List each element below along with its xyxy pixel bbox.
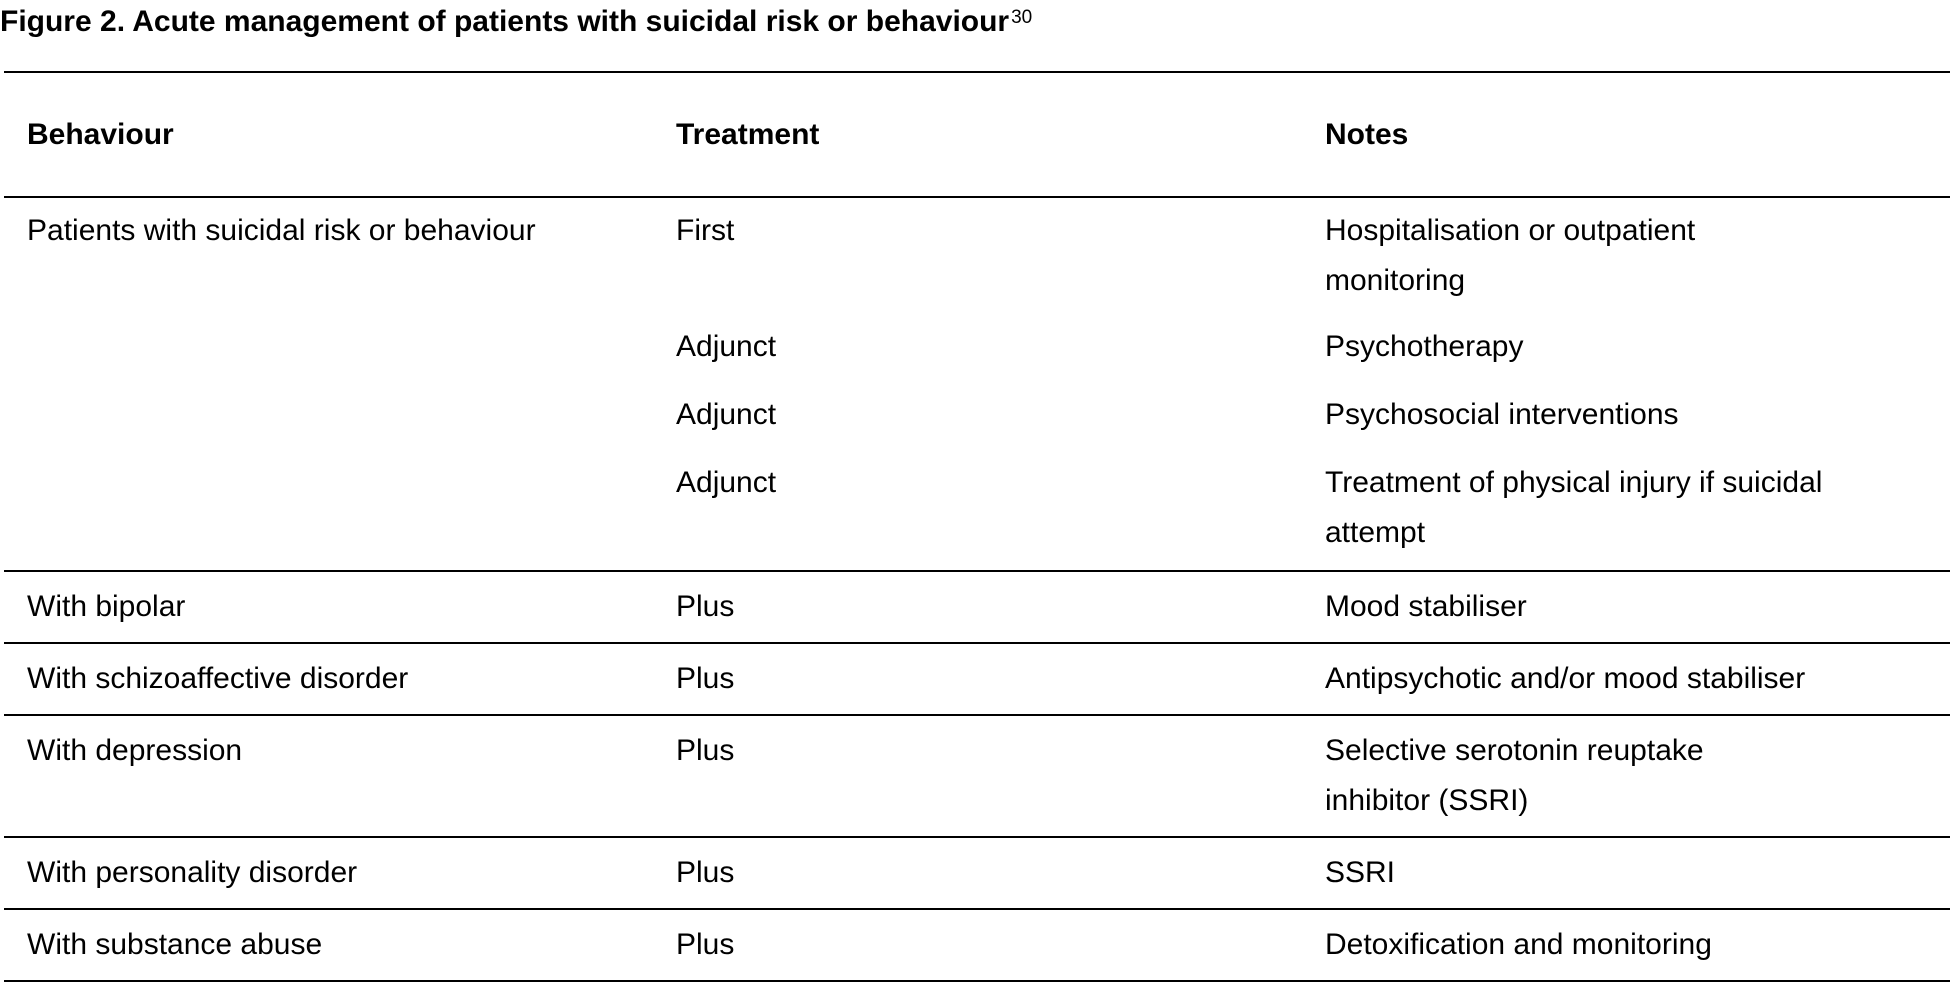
figure-reference: 30	[1011, 7, 1033, 28]
behaviour-cell: With bipolar	[27, 590, 186, 623]
notes-cell: Mood stabiliser	[1325, 590, 1527, 623]
header-notes: Notes	[1325, 117, 1409, 151]
treatment-cell: First	[676, 214, 735, 247]
behaviour-cell: With substance abuse	[27, 928, 323, 961]
notes-cell: Detoxification and monitoring	[1325, 928, 1712, 961]
notes-cell: SSRI	[1325, 856, 1396, 889]
figure-title	[0, 2, 1032, 42]
treatment-cell: Plus	[676, 856, 735, 889]
notes-cell: Treatment of physical injury if suicidal attempt	[1325, 466, 1823, 549]
notes-cell: Antipsychotic and/or mood stabiliser	[1325, 662, 1806, 695]
treatment-cell: Adjunct	[676, 398, 777, 431]
behaviour-cell: With schizoaffective disorder	[27, 662, 409, 695]
table-row	[4, 571, 1950, 643]
table-row	[4, 643, 1950, 715]
notes-cell: Selective serotonin reuptake inhibitor (SSRI)	[1325, 734, 1704, 817]
table-row	[4, 909, 1950, 981]
treatment-cell: Plus	[676, 590, 735, 623]
treatment-cell: Adjunct	[676, 330, 777, 363]
table-row	[4, 837, 1950, 909]
figure-title-text: Figure 2. Acute management of patients with suicidal risk or behaviour	[0, 5, 1010, 38]
header-treatment: Treatment	[676, 117, 820, 151]
behaviour-cell: Patients with suicidal risk or behaviour	[27, 214, 536, 247]
header-behaviour: Behaviour	[27, 117, 174, 151]
table-header	[4, 72, 1950, 197]
notes-cell: Hospitalisation or outpatient monitoring	[1325, 214, 1696, 297]
treatment-cell: Plus	[676, 662, 735, 695]
notes-cell: Psychosocial interventions	[1325, 398, 1679, 431]
behaviour-cell: With personality disorder	[27, 856, 358, 889]
treatment-cell: Plus	[676, 734, 735, 767]
table-row	[4, 197, 1950, 314]
behaviour-cell: With depression	[27, 734, 243, 767]
management-table	[4, 71, 1950, 982]
table-body	[4, 197, 1950, 981]
treatment-cell: Plus	[676, 928, 735, 961]
notes-cell: Psychotherapy	[1325, 330, 1524, 363]
header-row	[4, 72, 1950, 197]
table-row	[4, 715, 1950, 837]
treatment-cell: Adjunct	[676, 466, 777, 499]
